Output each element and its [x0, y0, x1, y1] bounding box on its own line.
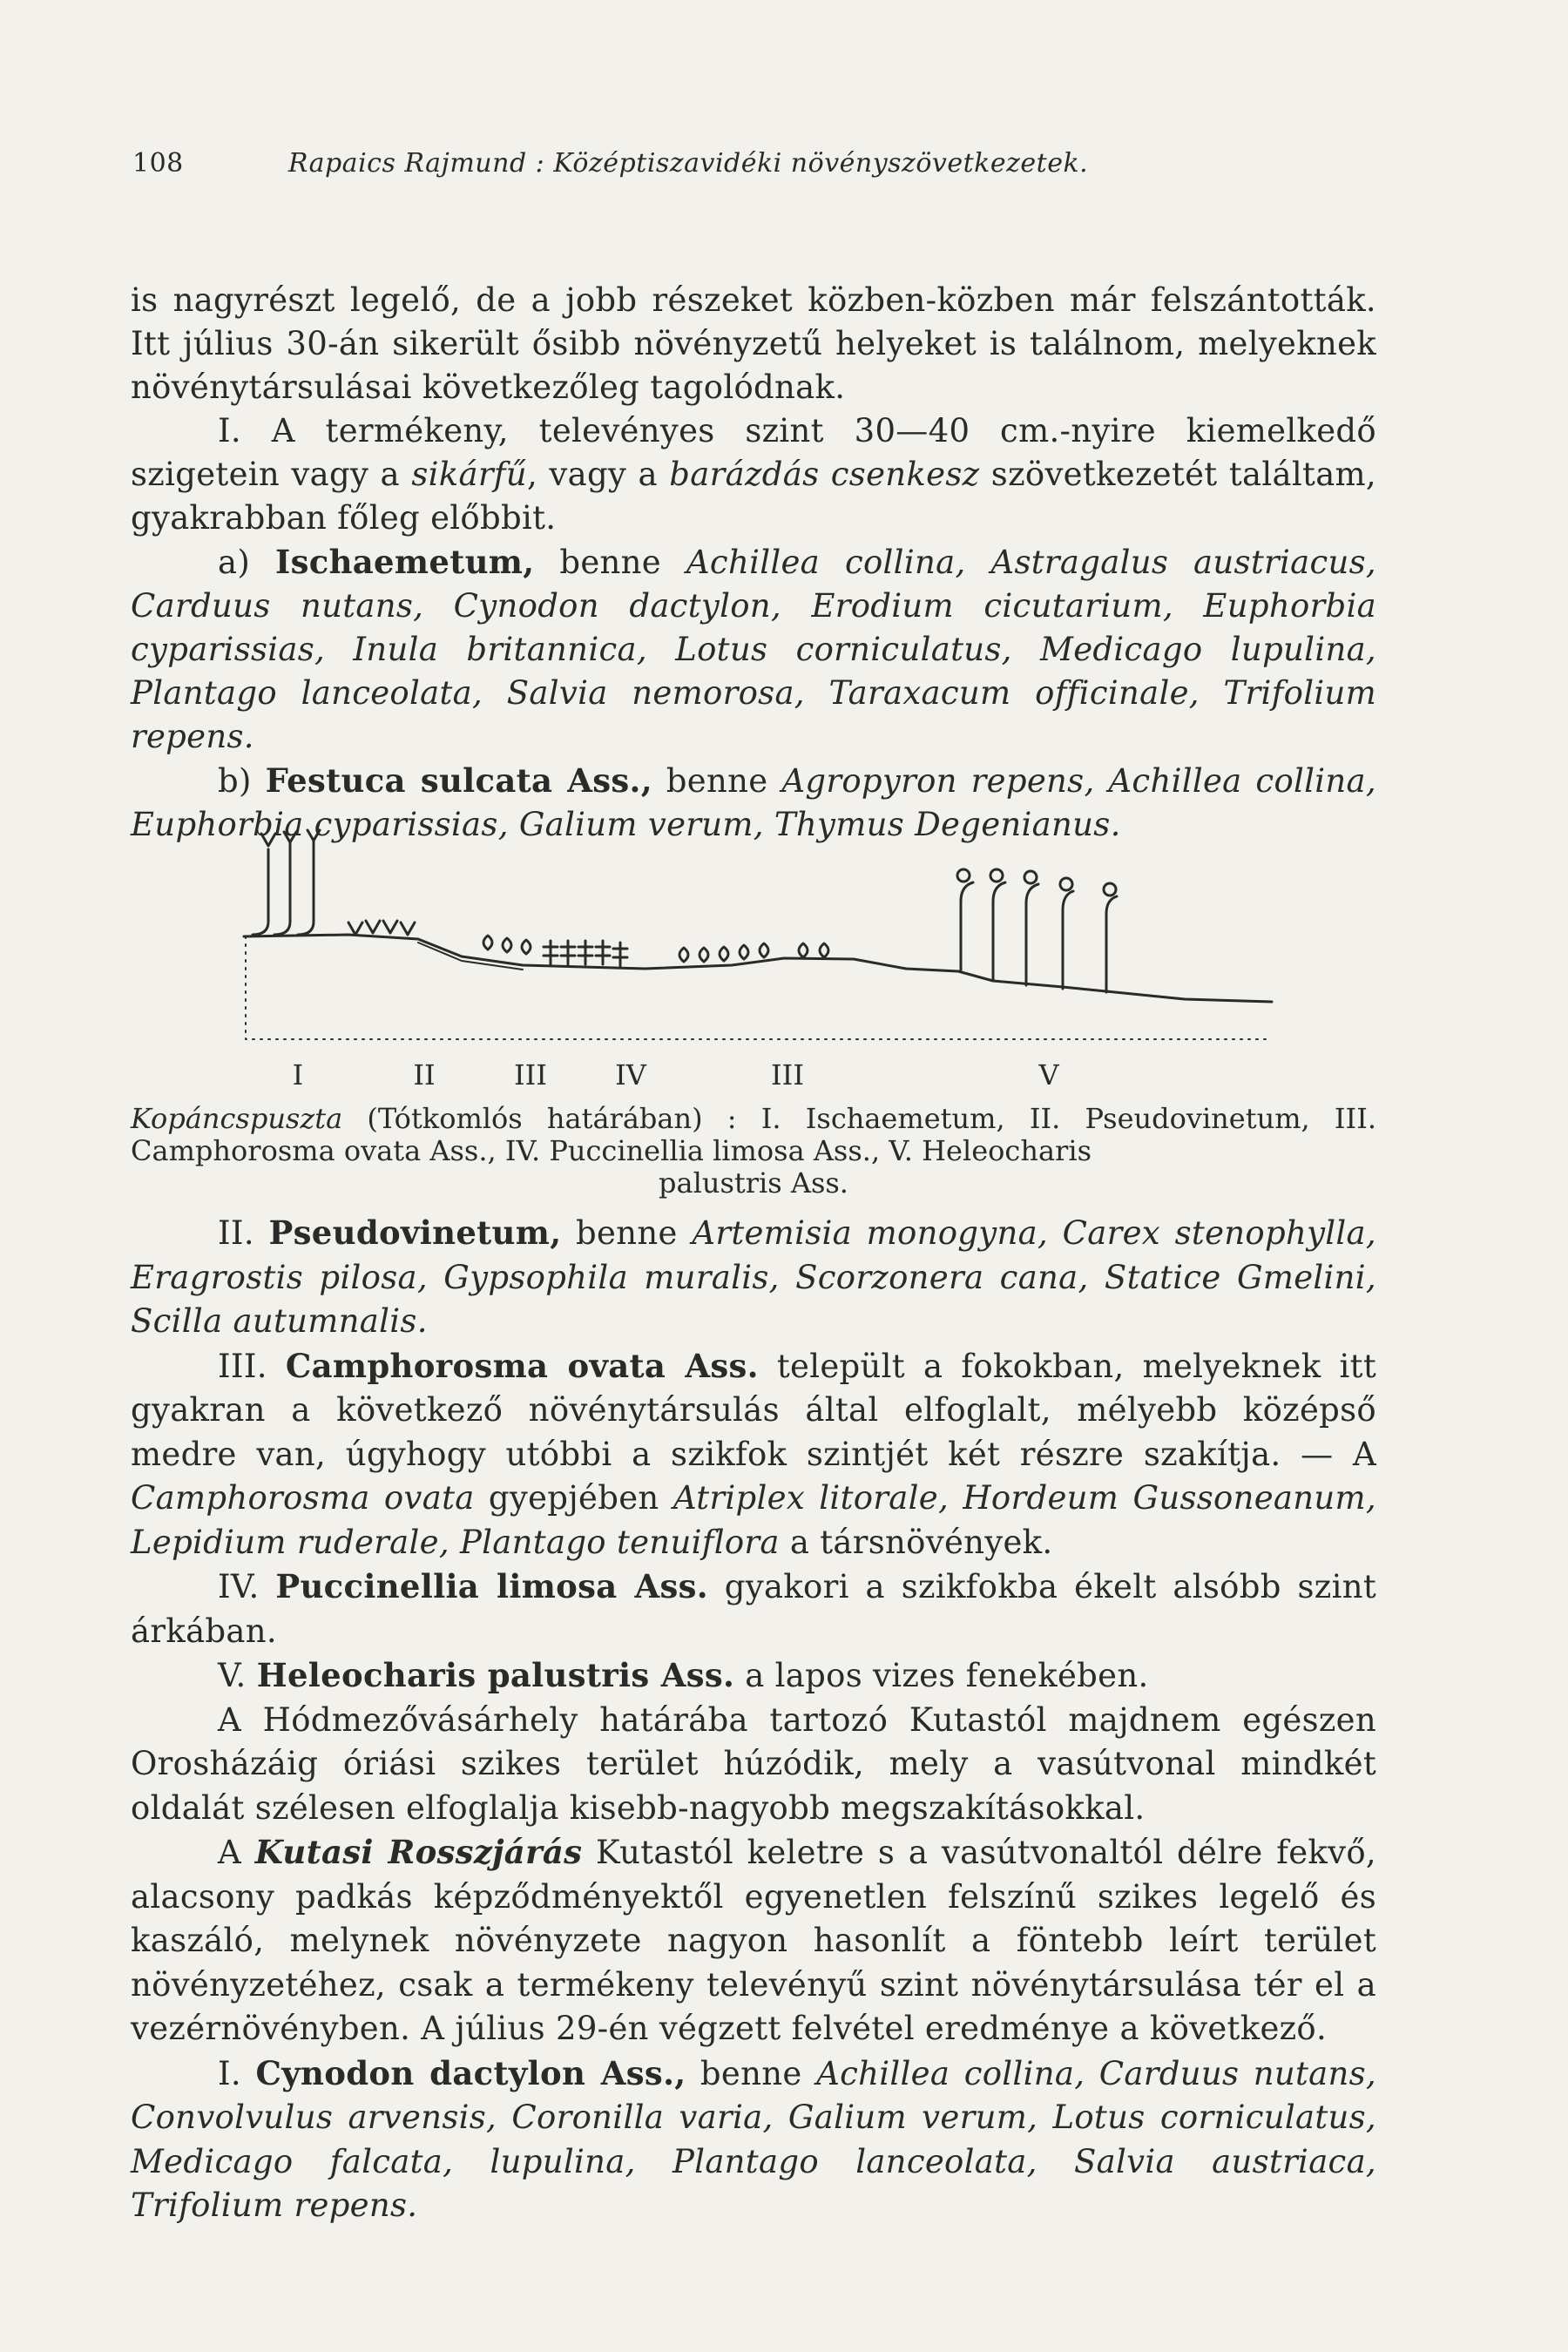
camphorosma-tuft-icons [483, 936, 531, 954]
assoc-a-prefix: a) [218, 544, 276, 581]
zone-II-benne: benne [561, 1214, 693, 1252]
page-number: 108 [132, 148, 184, 179]
zone-IV-number: IV. [218, 1568, 276, 1605]
zone-II-paragraph [131, 1211, 1376, 1344]
caption-last-line: palustris Ass. [659, 1166, 848, 1200]
text-block-lower [131, 1211, 1376, 2228]
zone-III-species-1: Camphorosma ovata [131, 1479, 475, 1517]
zone-II-number: II. [218, 1214, 269, 1252]
section-I-species-2: barázdás csenkesz [669, 456, 980, 493]
zone-V-number: V. [218, 1657, 257, 1694]
text-block-upper [131, 279, 1376, 847]
kutasi-paragraph [131, 1830, 1376, 2051]
zone-III-text: települt a fokokban, melyeknek itt gyakran a következő növénytársulás által elfoglalt, mélyebb középső medre van, úgyhogy utóbbi a szikfok szintjét két részre szakítja. — A [131, 1347, 1376, 1473]
zone-II-species: Artemisia monogyna, Carex stenophylla, Eragrostis pilosa, Gypsophila muralis, Scorzonera cana, Statice Gmelini, Scilla autumnalis. [131, 1214, 1376, 1340]
assoc-a-benne: benne [534, 544, 686, 581]
zone-III-paragraph [131, 1344, 1376, 1565]
assoc-b-prefix: b) [218, 762, 266, 800]
kutasi-name: Kutasi Rosszjárás [254, 1833, 583, 1871]
assoc-a-species: Achillea collina, Astragalus austriacus, Carduus nutans, Cynodon dactylon, Erodium cicutarium, Euphorbia cyparissias, Inula britannica, Lotus corniculatus, Medicago lupulina, Plantago lanceolata, Salvia nemorosa, Taraxacum officinale, Trifolium repens. [131, 544, 1376, 755]
section-I-species-1: sikárfű [411, 456, 527, 493]
zone-II-name: Pseudovinetum, [268, 1213, 562, 1252]
assoc-b-benne: benne [652, 762, 782, 800]
terrain-profile-line [244, 935, 1272, 1002]
zone-III-number: III. [218, 1347, 286, 1385]
assoc-b-species: Agropyron repens, Achillea collina, Euphorbia cyparissias, Galium verum, Thymus Degenianus. [131, 762, 1376, 843]
kutasi-text-2: Kutastól keletre s a vasútvonaltól délre fekvő, alacsony padkás képződményektől egyenetlen felszínű szikes legelő és kaszáló, melynek növényzete nagyon hasonlít a föntebb leírt terület növényzetéhez, csak a termékeny televényű szint növénytársulása tér el a vezérnövényben. A július 29-én végzett felvétel eredménye a következő. [131, 1834, 1376, 2047]
zone-label-V: V [1038, 1058, 1059, 1092]
section-I-paragraph [131, 409, 1376, 540]
zone-label-III-2: III [771, 1058, 804, 1092]
cynodon-paragraph [131, 2051, 1376, 2228]
section-I-text-3: szövetkezetét találtam, gyakrabban főleg előbbit. [131, 456, 1376, 537]
kutasi-text-1: A [218, 1834, 255, 1871]
figure-caption [131, 1103, 1376, 1200]
zone-IV-paragraph [131, 1565, 1376, 1653]
caption-place: Kopáncspuszta [131, 1102, 343, 1135]
assoc-b-name: Festuca sulcata Ass., [265, 761, 652, 800]
section-I-text-2: , vagy a [526, 456, 670, 493]
ischaemetum-grass-icons [253, 830, 320, 935]
intro-paragraph: is nagyrészt legelő, de a jobb részeket közben-közben már felszántották. Itt július 30-án sikerült ősibb növényzetű helyeket is találnom, melyeknek növénytársulásai következőleg tagolódnak. [131, 281, 1376, 406]
pseudovinetum-tuft-icons [348, 921, 415, 935]
heleocharis-plant-icons [957, 869, 1117, 992]
section-I-text: I. A termékeny, televényes szint 30—40 cm.-nyire kiemelkedő szigetein vagy a [131, 412, 1376, 493]
running-title: Rapaics Rajmund : Középtiszavidéki növényszövetkezetek. [287, 148, 1089, 179]
running-header [132, 148, 1439, 179]
zone-IV-text: gyakori a szikfokba ékelt alsóbb szint árkában. [131, 1568, 1377, 1650]
zone-V-text: a lapos vizes fenekében. [734, 1657, 1149, 1694]
zone-label-IV: IV [615, 1058, 646, 1092]
assoc-a-name: Ischaemetum, [275, 543, 535, 581]
zone-III-text-2: gyepjében [474, 1479, 673, 1517]
profile-diagram [226, 797, 1281, 1058]
zone-III-name: Camphorosma ovata Ass. [285, 1346, 759, 1385]
hodmezo-paragraph: A Hódmezővásárhely határába tartozó Kutastól majdnem egészen Orosházáig óriási szikes terület húzódik, mely a vasútvonal mindkét oldalát szélesen elfoglalja kisebb-nagyobb megszakításokkal. [131, 1700, 1376, 1827]
cynodon-species: Achillea collina, Carduus nutans, Convolvulus arvensis, Coronilla varia, Galium verum, Lotus corniculatus, Medicago falcata, lupulina, Plantago lanceolata, Salvia austriaca, Trifolium repens. [131, 2054, 1376, 2224]
zone-label-II: II [413, 1058, 436, 1092]
zone-V-paragraph [131, 1653, 1376, 1699]
zone-V-name: Heleocharis palustris Ass. [256, 1656, 735, 1694]
cynodon-benne: benne [686, 2054, 817, 2092]
zone-label-III: III [514, 1058, 547, 1092]
zone-IV-name: Puccinellia limosa Ass. [275, 1567, 708, 1605]
zone-III-species-2: Atriplex litorale, Hordeum Gussoneanum, Lepidium ruderale, Plantago tenuiflora [131, 1479, 1376, 1561]
profile-figure [226, 797, 1281, 1093]
zone-label-I: I [292, 1058, 304, 1092]
cynodon-number: I. [218, 2054, 256, 2092]
cynodon-name: Cynodon dactylon Ass., [255, 2053, 686, 2092]
caption-text: (Tótkomlós határában) : I. Ischaemetum, II. Pseudovinetum, III. Camphorosma ovata Ass., IV. Puccinellia limosa Ass., V. Heleocharis [131, 1102, 1376, 1167]
zone-III-text-3: a társnövények. [779, 1523, 1053, 1561]
assoc-a-paragraph [131, 540, 1376, 759]
puccinellia-plant-icons [544, 941, 627, 966]
